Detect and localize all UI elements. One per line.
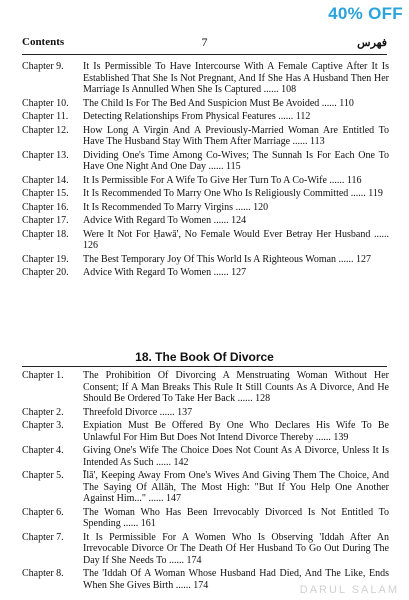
toc-entry — [22, 125, 389, 148]
toc-entry — [22, 445, 389, 468]
page-number: 124 — [231, 215, 247, 226]
leader-dots: ...... — [173, 579, 194, 591]
chapter-label: Chapter 11. — [22, 111, 69, 122]
leader-dots: ...... — [206, 161, 227, 172]
chapter-label: Chapter 4. — [22, 445, 64, 456]
page-number: 120 — [253, 201, 269, 213]
toc-entry — [22, 188, 389, 200]
chapter-label: Chapter 16. — [22, 201, 69, 213]
chapter-title — [83, 254, 389, 266]
page-number: 161 — [140, 518, 156, 529]
page-number: 174 — [186, 554, 202, 566]
page-number: 112 — [295, 111, 311, 122]
chapter-title-text: Expiation Must Be Offered By One Who Declares His Wife To Be Unlawful For Him But Does Not Intend Divorce Thereby — [83, 420, 389, 443]
chapter-title-text: Īlā', Keeping Away From One's Wives And Giving Them The Choice, And The Saying Of Allāh, The Most High: "But If You Help One Another Against Him..." — [83, 470, 389, 504]
chapter-label: Chapter 10. — [22, 97, 69, 109]
chapter-label: Chapter 19. — [22, 253, 69, 265]
chapter-label: Chapter 18. — [22, 228, 69, 240]
chapter-label: Chapter 13. — [22, 149, 69, 161]
chapter-title-text: The 'Iddah Of A Woman Whose Husband Had Died, And The Like, Ends When She Gives Birth — [83, 568, 389, 591]
chapter-title-text: Were It Not For Ḥawā', No Female Would Ever Betray Her Husband — [83, 228, 371, 240]
chapter-title-text: It Is Permissible To Have Intercourse With A Female Captive After It Is Established That She Is Not Pregnant, And If She Has A Husband Then Her Marriage Is Annulled When She Is Captured — [83, 61, 389, 95]
page-number: 174 — [193, 579, 209, 591]
leader-dots: ...... — [275, 111, 296, 122]
chapter-title — [83, 125, 389, 148]
discount-badge: 40% OFF — [328, 4, 403, 23]
chapter-title — [83, 150, 389, 173]
page-number: 116 — [346, 174, 362, 186]
toc-entry — [22, 254, 389, 266]
chapter-title-text: The Best Temporary Joy Of This World Is A Righteous Woman — [83, 253, 337, 265]
chapter-label: Chapter 1. — [22, 370, 64, 381]
leader-dots: ...... — [145, 493, 166, 504]
chapter-title-text: Dividing One's Time Among Co-Wives; The Sunnah Is For Each One To Have One Night And One Day — [83, 149, 389, 172]
toc-entry — [22, 150, 389, 173]
toc-entry — [22, 470, 389, 505]
chapter-title — [83, 175, 389, 187]
toc-entry — [22, 215, 389, 227]
chapter-title-text: The Prohibition Of Divorcing A Menstruating Woman Without Her Consent; If A Man Breaks This Rule It Still Counts As A Divorce, And He Should Be Ordered To Take Her Back — [83, 370, 389, 404]
chapter-title-text: Advice With Regard To Women — [83, 215, 212, 226]
page-number: 108 — [281, 84, 297, 95]
leader-dots: ...... — [153, 456, 174, 468]
leader-dots: ...... — [120, 518, 141, 529]
leader-dots: ...... — [313, 431, 334, 443]
chapter-label: Chapter 14. — [22, 174, 69, 186]
toc-entry — [22, 175, 389, 187]
page-number: 127 — [231, 267, 247, 278]
leader-dots: ...... — [290, 136, 311, 147]
toc-entry — [22, 111, 389, 123]
chapter-label: Chapter 3. — [22, 420, 64, 431]
leader-dots: ...... — [211, 215, 232, 226]
chapter-label: Chapter 12. — [22, 124, 69, 136]
chapter-title — [83, 267, 389, 279]
chapter-title — [83, 420, 389, 443]
chapter-title — [83, 188, 389, 200]
leader-dots: ...... — [370, 228, 390, 240]
header-divider — [22, 54, 387, 55]
leader-dots: ...... — [235, 393, 256, 404]
page-number: 147 — [165, 493, 181, 504]
chapter-title-text: It Is Permissible For A Wife To Give Her Turn To A Co-Wife — [83, 174, 327, 186]
leader-dots: ...... — [336, 253, 357, 265]
chapter-list-divorce — [22, 370, 389, 591]
toc-entry — [22, 61, 389, 96]
page-number: 110 — [339, 97, 354, 109]
page-number: 137 — [177, 406, 193, 418]
chapter-label: Chapter 6. — [22, 506, 64, 518]
chapter-title-text: Advice With Regard To Women — [83, 267, 212, 278]
section-divider — [22, 366, 387, 367]
chapter-label: Chapter 9. — [22, 61, 64, 72]
page-number: 115 — [226, 161, 241, 172]
chapter-title-text: It Is Recommended To Marry Virgins — [83, 201, 234, 213]
chapter-title — [83, 370, 389, 405]
page-number: 126 — [83, 240, 98, 251]
toc-entry — [22, 202, 389, 214]
watermark-logo: DARUL SALAM — [299, 584, 399, 596]
leader-dots: ...... — [166, 554, 187, 566]
page-number: 119 — [368, 188, 383, 199]
chapter-list-marriage — [22, 61, 389, 279]
page-number: 142 — [173, 456, 189, 468]
chapter-title-text: Detecting Relationships From Physical Features — [83, 111, 276, 122]
chapter-label: Chapter 5. — [22, 470, 64, 481]
chapter-title — [83, 215, 389, 227]
chapter-label: Chapter 20. — [22, 267, 69, 278]
chapter-label: Chapter 15. — [22, 188, 69, 199]
chapter-title — [83, 445, 389, 468]
chapter-title-text: Threefold Divorce — [83, 406, 158, 418]
page-header — [22, 36, 387, 52]
chapter-title — [83, 61, 389, 96]
page-number: 127 — [356, 253, 372, 265]
chapter-title-text: It Is Recommended To Marry One Who Is Religiously Committed — [83, 188, 349, 199]
header-arabic-label: فهرس — [357, 37, 387, 49]
chapter-title-text: Giving One's Wife The Choice Does Not Count As A Divorce, Unless It Is Intended As Such — [83, 445, 389, 468]
chapter-label: Chapter 8. — [22, 568, 64, 579]
chapter-label: Chapter 7. — [22, 531, 64, 543]
chapter-title-text: The Woman Who Has Been Irrevocably Divorced Is Not Entitled To Spending — [83, 506, 389, 529]
chapter-title — [83, 507, 389, 530]
page-number: 113 — [310, 136, 325, 147]
toc-entry — [22, 229, 389, 252]
toc-entry — [22, 267, 389, 279]
leader-dots: ...... — [157, 406, 178, 418]
header-page-number: 7 — [201, 35, 208, 49]
toc-entry — [22, 507, 389, 530]
leader-dots: ...... — [326, 174, 347, 186]
chapter-title — [83, 202, 389, 214]
leader-dots: ...... — [233, 201, 254, 213]
chapter-label: Chapter 17. — [22, 215, 69, 226]
chapter-title-text: It Is Permissible For A Women Who Is Observing 'Iddah After An Irrevocable Divorce Or The Death Of Her Husband To Go Out During The Day If She Needs To — [83, 531, 389, 566]
leader-dots: ...... — [211, 267, 232, 278]
chapter-label: Chapter 2. — [22, 406, 64, 418]
toc-entry — [22, 370, 389, 405]
page-number: 139 — [333, 431, 349, 443]
chapter-title — [83, 98, 389, 110]
toc-entry — [22, 532, 389, 567]
page-number: 128 — [255, 393, 271, 404]
leader-dots: ...... — [348, 188, 369, 199]
toc-entry — [22, 98, 389, 110]
toc-entry — [22, 420, 389, 443]
section-title: 18. The Book Of Divorce — [135, 350, 274, 364]
chapter-title — [83, 229, 389, 252]
leader-dots: ...... — [261, 84, 282, 95]
chapter-title — [83, 532, 389, 567]
header-contents-label: Contents — [22, 36, 65, 48]
chapter-title — [83, 470, 389, 505]
chapter-title — [83, 111, 389, 123]
chapter-title-text: How Long A Virgin And A Previously-Married Woman Are Entitled To Have The Husband Stay With Them After Marriage — [83, 124, 389, 147]
chapter-title — [83, 407, 389, 419]
chapter-title-text: The Child Is For The Bed And Suspicion Must Be Avoided — [83, 97, 320, 109]
toc-entry — [22, 407, 389, 419]
leader-dots: ...... — [319, 97, 340, 109]
